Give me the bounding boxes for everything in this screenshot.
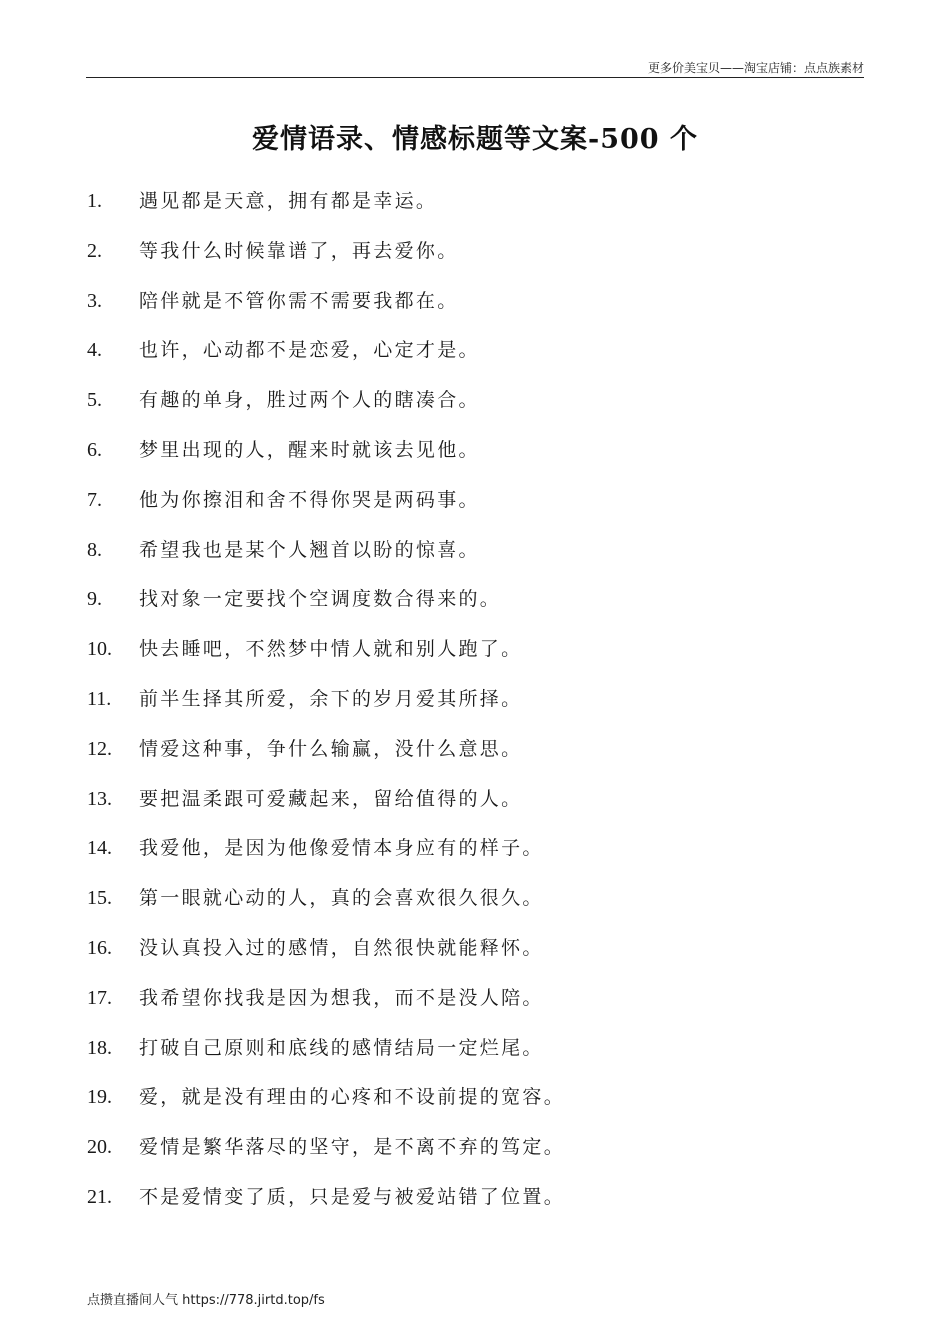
list-item [87,583,565,633]
item-number: 14. [87,837,112,860]
list-item [87,783,565,833]
item-text: 遇见都是天意，拥有都是幸运。 [139,190,438,212]
item-text: 第一眼就心动的人，真的会喜欢很久很久。 [139,887,544,910]
list-item [87,982,565,1032]
item-number: 4. [87,339,102,362]
page-header-text: 更多价美宝贝——淘宝店铺：点点族素材 [647,61,864,75]
item-number: 17. [87,986,112,1009]
item-text: 他为你擦泪和舍不得你哭是两码事。 [139,488,480,511]
item-number: 9. [87,588,102,611]
list-item [87,334,565,384]
item-text: 快去睡吧，不然梦中情人就和别人跑了。 [139,638,523,661]
item-number: 21. [87,1185,112,1208]
item-number: 15. [87,887,112,910]
item-text: 也许，心动都不是恋爱，心定才是。 [139,339,480,362]
item-text: 要把温柔跟可爱藏起来，留给值得的人。 [139,787,523,810]
list-item [87,882,565,932]
item-text: 陪伴就是不管你需不需要我都在。 [139,289,459,312]
list-item [87,832,565,882]
item-text: 梦里出现的人，醒来时就该去见他。 [139,438,480,461]
item-number: 10. [87,638,112,661]
item-number: 12. [87,737,112,760]
list-item [87,235,565,285]
item-number: 3. [87,289,102,312]
list-item [87,683,565,733]
item-text: 希望我也是某个人翘首以盼的惊喜。 [139,538,480,561]
item-number: 7. [87,488,102,511]
item-text: 打破自己原则和底线的感情结局一定烂尾。 [139,1036,544,1059]
list-item [87,285,565,335]
list-item [87,384,565,434]
item-text: 找对象一定要找个空调度数合得来的。 [139,588,502,611]
list-item [87,1081,565,1131]
item-text: 爱情是繁华落尽的坚守，是不离不弃的笃定。 [139,1136,566,1159]
item-text: 前半生择其所爱，余下的岁月爱其所择。 [139,687,523,710]
item-number: 19. [87,1086,112,1109]
item-text: 我希望你找我是因为想我，而不是没人陪。 [139,986,544,1009]
list-item [87,534,565,584]
item-text: 情爱这种事，争什么输赢，没什么意思。 [139,737,523,760]
item-text: 我爱他，是因为他像爱情本身应有的样子。 [139,837,544,860]
item-number: 16. [87,936,112,959]
item-text: 有趣的单身，胜过两个人的瞎凑合。 [139,389,480,412]
item-text: 没认真投入过的感情，自然很快就能释怀。 [139,936,544,959]
item-number: 13. [87,787,112,810]
item-number: 8. [87,538,102,561]
list-item [87,1181,565,1231]
header-divider [86,77,864,78]
item-number: 6. [87,438,102,461]
item-number: 18. [87,1036,112,1059]
item-number: 20. [87,1136,112,1159]
quote-list [87,185,565,1231]
item-number: 2. [87,239,102,262]
item-text: 等我什么时候靠谱了，再去爱你。 [139,239,459,262]
page-footer-text: 点攒直播间人气 https://778.jirtd.top/fs [87,1293,325,1308]
list-item [87,733,565,783]
document-title: 爱情语录、情感标题等文案-500 个 [252,124,698,155]
item-text: 不是爱情变了质，只是爱与被爱站错了位置。 [139,1185,566,1208]
list-item [87,932,565,982]
item-number: 5. [87,389,102,412]
list-item [87,484,565,534]
item-text: 爱，就是没有理由的心疼和不设前提的宽容。 [139,1086,566,1109]
item-number: 11. [87,687,112,710]
list-item [87,185,565,235]
list-item [87,633,565,683]
list-item [87,1032,565,1082]
list-item [87,434,565,484]
list-item [87,1131,565,1181]
item-number: 1. [87,190,102,212]
